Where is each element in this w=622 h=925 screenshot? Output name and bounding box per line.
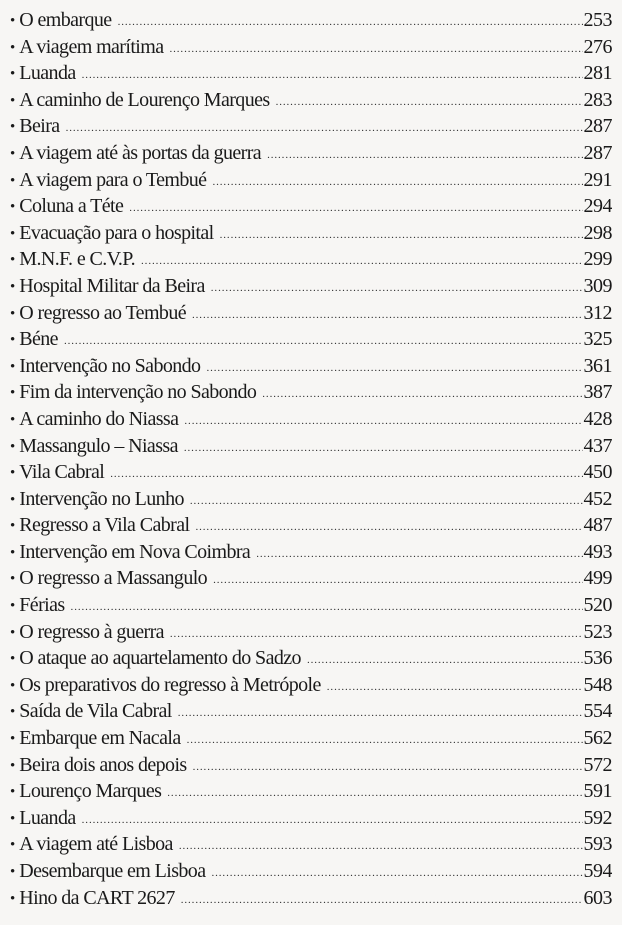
toc-entry-title: Vila Cabral: [19, 461, 105, 484]
bullet-icon: •: [10, 837, 16, 854]
bullet-icon: •: [10, 624, 16, 641]
dot-leader: [267, 142, 582, 167]
dot-leader: [179, 833, 583, 858]
toc-entry-title: Intervenção no Sabondo: [19, 354, 201, 377]
toc-entry-title: O regresso ao Tembué: [19, 301, 186, 324]
toc-entry: [10, 885, 612, 912]
bullet-icon: •: [10, 39, 16, 56]
toc-entry-page-number: 437: [583, 434, 612, 457]
toc-entry: [10, 619, 612, 646]
toc-entry-page-number: 287: [583, 141, 612, 164]
bullet-icon: •: [10, 890, 16, 907]
bullet-icon: •: [10, 172, 16, 189]
dot-leader: [327, 674, 583, 699]
toc-entry-page-number: 294: [583, 195, 612, 218]
dot-leader: [211, 860, 582, 885]
toc-entry-title: A viagem até às portas da guerra: [19, 141, 262, 164]
dot-leader: [193, 754, 583, 779]
toc-entry-title: Embarque em Nacala: [19, 727, 181, 750]
toc-entry-page-number: 452: [583, 487, 612, 510]
bullet-icon: •: [10, 305, 16, 322]
toc-entry: [10, 486, 612, 513]
bullet-icon: •: [10, 651, 16, 668]
bullet-icon: •: [10, 810, 16, 827]
toc-entry-page-number: 325: [583, 328, 612, 351]
toc-entry-title: Coluna a Téte: [19, 195, 124, 218]
toc-entry-title: Luanda: [19, 62, 76, 85]
toc-entry-page-number: 591: [583, 780, 612, 803]
toc-entry-page-number: 562: [583, 727, 612, 750]
toc-entry-title: A viagem até Lisboa: [19, 833, 173, 856]
toc-entry-page-number: 548: [583, 673, 612, 696]
bullet-icon: •: [10, 252, 16, 269]
bullet-icon: •: [10, 199, 16, 216]
toc-entry-page-number: 592: [583, 806, 612, 829]
bullet-icon: •: [10, 677, 16, 694]
bullet-icon: •: [10, 864, 16, 880]
dot-leader: [213, 567, 582, 592]
toc-entry-title: O embarque: [19, 9, 112, 31]
dot-leader: [167, 780, 582, 805]
toc-entry-title: A viagem para o Tembué: [19, 168, 207, 191]
toc-entry-page-number: 281: [583, 62, 612, 85]
toc-entry-page-number: 594: [583, 860, 612, 882]
toc-entry: [10, 406, 612, 433]
toc-entry: [10, 565, 612, 592]
dot-leader: [169, 36, 582, 61]
toc-entry-page-number: 520: [583, 594, 612, 617]
toc-entry-page-number: 291: [583, 168, 612, 191]
toc-entry-title: M.N.F. e C.V.P.: [19, 248, 136, 271]
dot-leader: [141, 248, 582, 273]
toc-entry-page-number: 493: [583, 540, 612, 563]
bullet-icon: •: [10, 757, 16, 774]
toc-entry-page-number: 312: [583, 301, 612, 324]
dot-leader: [184, 435, 583, 460]
dot-leader: [66, 115, 583, 140]
toc-entry-page-number: 487: [583, 514, 612, 537]
dot-leader: [307, 647, 583, 672]
dot-leader: [118, 9, 583, 34]
toc-entry: [10, 326, 612, 353]
toc-entry-title: Beira: [19, 115, 60, 138]
toc-entry: [10, 725, 612, 752]
toc-entry-title: A caminho de Lourenço Marques: [19, 88, 270, 111]
toc-entry-page-number: 603: [583, 886, 612, 909]
toc-entry: [10, 672, 612, 699]
bullet-icon: •: [10, 145, 16, 162]
toc-entry-title: Desembarque em Lisboa: [19, 860, 206, 882]
toc-entry: [10, 512, 612, 539]
toc-entry-title: Regresso a Vila Cabral: [19, 514, 190, 537]
bullet-icon: •: [10, 731, 16, 748]
toc-entry-page-number: 253: [583, 9, 612, 31]
toc-entry: [10, 193, 612, 220]
toc-entry: [10, 34, 612, 61]
bullet-icon: •: [10, 358, 16, 375]
dot-leader: [82, 62, 583, 87]
bullet-icon: •: [10, 13, 16, 29]
toc-entry: [10, 273, 612, 300]
bullet-icon: •: [10, 518, 16, 535]
bullet-icon: •: [10, 438, 16, 455]
toc-entry-title: A caminho do Niassa: [19, 407, 179, 430]
dot-leader: [262, 381, 582, 406]
toc-entry: [10, 539, 612, 566]
toc-entry-title: Hospital Militar da Beira: [19, 274, 205, 297]
toc-entry-page-number: 499: [583, 567, 612, 590]
toc-entry: [10, 778, 612, 805]
bullet-icon: •: [10, 66, 16, 83]
toc-entry: [10, 300, 612, 327]
toc-entry: [10, 353, 612, 380]
dot-leader: [220, 222, 583, 247]
dot-leader: [206, 355, 582, 380]
toc-entry: [10, 87, 612, 114]
toc-entry: [10, 698, 612, 725]
toc-entry-page-number: 287: [583, 115, 612, 138]
toc-entry: [10, 645, 612, 672]
bullet-icon: •: [10, 544, 16, 561]
toc-entry-page-number: 523: [583, 620, 612, 643]
toc-entry: [10, 167, 612, 194]
bullet-icon: •: [10, 465, 16, 482]
toc-entry-title: Intervenção no Lunho: [19, 487, 184, 510]
toc-entry-title: Saída de Vila Cabral: [19, 700, 172, 723]
toc-entry-title: O regresso a Massangulo: [19, 567, 208, 590]
bullet-icon: •: [10, 598, 16, 615]
toc-entry: [10, 858, 612, 885]
toc-entry: [10, 379, 612, 406]
dot-leader: [110, 461, 582, 486]
dot-leader: [170, 621, 583, 646]
toc-entry: [10, 459, 612, 486]
dot-leader: [192, 302, 583, 327]
toc-entry: [10, 805, 612, 832]
bullet-icon: •: [10, 784, 16, 801]
toc-entry: [10, 220, 612, 247]
dot-leader: [82, 807, 583, 832]
toc-entry-title: Lourenço Marques: [19, 780, 162, 803]
dot-leader: [184, 408, 582, 433]
bullet-icon: •: [10, 385, 16, 402]
dot-leader: [129, 195, 582, 220]
dot-leader: [64, 328, 583, 353]
toc-entry-title: Evacuação para o hospital: [19, 221, 214, 244]
bullet-icon: •: [10, 411, 16, 428]
toc-entry: [10, 246, 612, 273]
toc-entry-title: O ataque ao aquartelamento do Sadzo: [19, 647, 301, 670]
toc-entry: [10, 140, 612, 167]
toc-entry-title: Luanda: [19, 806, 76, 829]
toc-entry: [10, 7, 612, 34]
toc-entry: [10, 113, 612, 140]
toc-entry-page-number: 554: [583, 700, 612, 723]
toc-entry-title: Hino da CART 2627: [19, 886, 175, 909]
toc-entry-page-number: 536: [583, 647, 612, 670]
toc-entry-page-number: 450: [583, 461, 612, 484]
dot-leader: [256, 541, 582, 566]
bullet-icon: •: [10, 332, 16, 349]
dot-leader: [276, 89, 583, 114]
toc-entry: [10, 60, 612, 87]
toc-entry-title: Intervenção em Nova Coimbra: [19, 540, 251, 563]
bullet-icon: •: [10, 704, 16, 721]
toc-entry-page-number: 276: [583, 35, 612, 58]
toc-entry-page-number: 299: [583, 248, 612, 271]
toc-entry-page-number: 428: [583, 407, 612, 430]
toc-entry-title: Massangulo – Niassa: [19, 434, 178, 457]
toc-entry-title: A viagem marítima: [19, 35, 164, 58]
dot-leader: [190, 488, 583, 513]
toc-entry-page-number: 283: [583, 88, 612, 111]
toc-entry-page-number: 361: [583, 354, 612, 377]
toc-entry: [10, 752, 612, 779]
bullet-icon: •: [10, 571, 16, 588]
bullet-icon: •: [10, 491, 16, 508]
toc-entry: [10, 433, 612, 460]
dot-leader: [195, 514, 582, 539]
toc-entry-title: O regresso à guerra: [19, 620, 164, 643]
toc-entry-title: Os preparativos do regresso à Metrópole: [19, 673, 321, 696]
bullet-icon: •: [10, 119, 16, 136]
dot-leader: [212, 169, 582, 194]
toc-entry-page-number: 298: [583, 221, 612, 244]
toc-entry-title: Férias: [19, 594, 65, 617]
toc-entry-title: Beira dois anos depois: [19, 753, 187, 776]
toc-entry-title: Béne: [19, 328, 58, 351]
dot-leader: [187, 727, 583, 752]
toc-entry-title: Fim da intervenção no Sabondo: [19, 381, 257, 404]
table-of-contents: [10, 7, 612, 911]
dot-leader: [211, 275, 583, 300]
dot-leader: [181, 887, 583, 912]
toc-entry: [10, 831, 612, 858]
bullet-icon: •: [10, 92, 16, 109]
toc-entry-page-number: 572: [583, 753, 612, 776]
dot-leader: [178, 700, 583, 725]
toc-entry: [10, 592, 612, 619]
toc-entry-page-number: 593: [583, 833, 612, 856]
bullet-icon: •: [10, 225, 16, 242]
toc-entry-page-number: 309: [583, 274, 612, 297]
bullet-icon: •: [10, 278, 16, 295]
dot-leader: [71, 594, 583, 619]
toc-entry-page-number: 387: [583, 381, 612, 404]
